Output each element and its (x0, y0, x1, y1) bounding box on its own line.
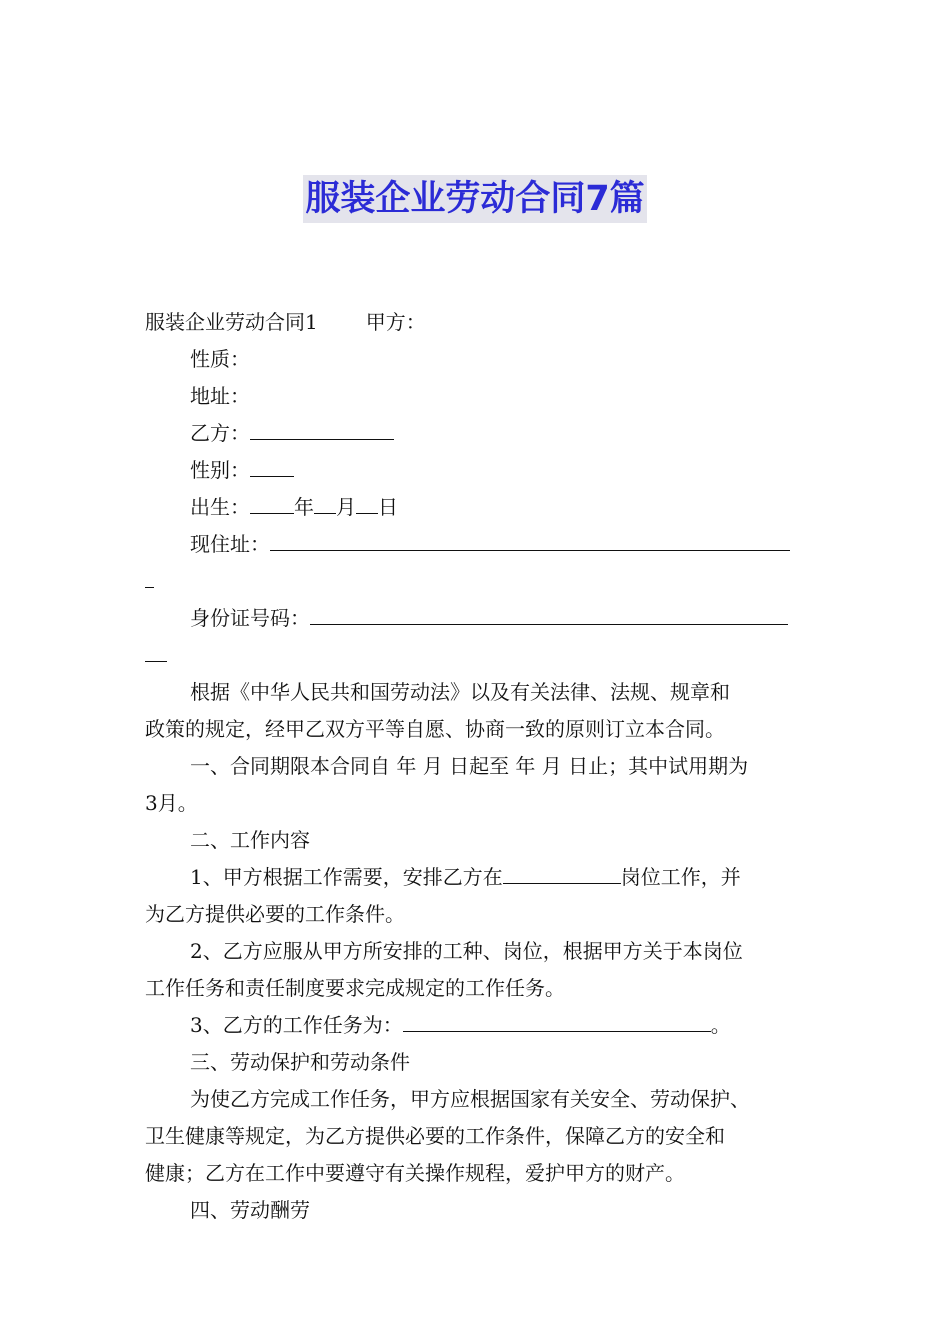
id-number-blank-cont (145, 641, 167, 662)
gender-label: 性别： (190, 458, 250, 482)
work-3-suffix: 。 (710, 1013, 731, 1037)
term-line-2: 3月。 (145, 791, 198, 815)
party-b-field (145, 415, 807, 452)
id-number-label: 身份证号码： (190, 606, 310, 630)
current-address-field (145, 526, 807, 563)
work-heading: 二、工作内容 (190, 828, 310, 852)
protection-line-1: 为使乙方完成工作任务，甲方应根据国家有关安全、劳动保护、 (190, 1087, 750, 1111)
birth-day-blank (356, 493, 378, 514)
work-1-suffix: 岗位工作，并 (620, 865, 741, 889)
work-1-prefix: 1、甲方根据工作需要，安排乙方在 (190, 865, 503, 889)
document-title: 服装企业劳动合同7篇 (303, 175, 646, 223)
work-item-2-line-1: 2、乙方应服从甲方所安排的工种、岗位，根据甲方关于本岗位 (190, 939, 743, 963)
birth-year-blank (250, 493, 294, 514)
birth-year-label: 年 (294, 495, 314, 519)
party-a-label: 甲方： (365, 310, 426, 334)
work-item-1 (145, 859, 807, 896)
task-blank (403, 1011, 711, 1032)
protection-line-2: 卫生健康等规定，为乙方提供必要的工作条件，保障乙方的安全和 (145, 1124, 725, 1148)
current-address-blank-cont (145, 567, 154, 588)
address-label: 地址： (190, 384, 250, 408)
current-address-blank (270, 530, 790, 551)
gender-field (145, 452, 807, 489)
work-item-2-line-2: 工作任务和责任制度要求完成规定的工作任务。 (145, 976, 565, 1000)
id-number-wrap (145, 637, 807, 674)
address-field (145, 378, 807, 415)
birth-month-blank (314, 493, 336, 514)
current-address-label: 现住址： (190, 532, 270, 556)
work-item-1-line-2: 为乙方提供必要的工作条件。 (145, 902, 405, 926)
nature-label: 性质： (190, 347, 250, 371)
birth-label: 出生： (190, 495, 250, 519)
nature-field (145, 341, 807, 378)
gender-blank (250, 456, 294, 477)
party-b-blank (250, 419, 394, 440)
work-item-3 (145, 1007, 807, 1044)
pay-heading: 四、劳动酬劳 (190, 1198, 310, 1222)
document-body (145, 304, 807, 1229)
id-number-field (145, 600, 807, 637)
document-title-wrap (0, 175, 950, 223)
term-line-1: 一、合同期限本合同自 年 月 日起至 年 月 日止；其中试用期为 (190, 754, 749, 778)
current-address-wrap (145, 563, 807, 600)
birth-month-label: 月 (336, 495, 356, 519)
header-line (145, 304, 807, 341)
intro-line-1: 根据《中华人民共和国劳动法》以及有关法律、法规、规章和 (190, 680, 730, 704)
work-3-prefix: 3、乙方的工作任务为： (190, 1013, 403, 1037)
protection-heading: 三、劳动保护和劳动条件 (190, 1050, 410, 1074)
birth-field (145, 489, 807, 526)
id-number-blank (310, 604, 788, 625)
birth-day-label: 日 (378, 495, 398, 519)
position-blank (503, 863, 621, 884)
party-b-label: 乙方： (190, 421, 250, 445)
contract-name: 服装企业劳动合同1 (145, 310, 318, 334)
intro-line-2: 政策的规定，经甲乙双方平等自愿、协商一致的原则订立本合同。 (145, 717, 725, 741)
protection-line-3: 健康；乙方在工作中要遵守有关操作规程，爱护甲方的财产。 (145, 1161, 685, 1185)
